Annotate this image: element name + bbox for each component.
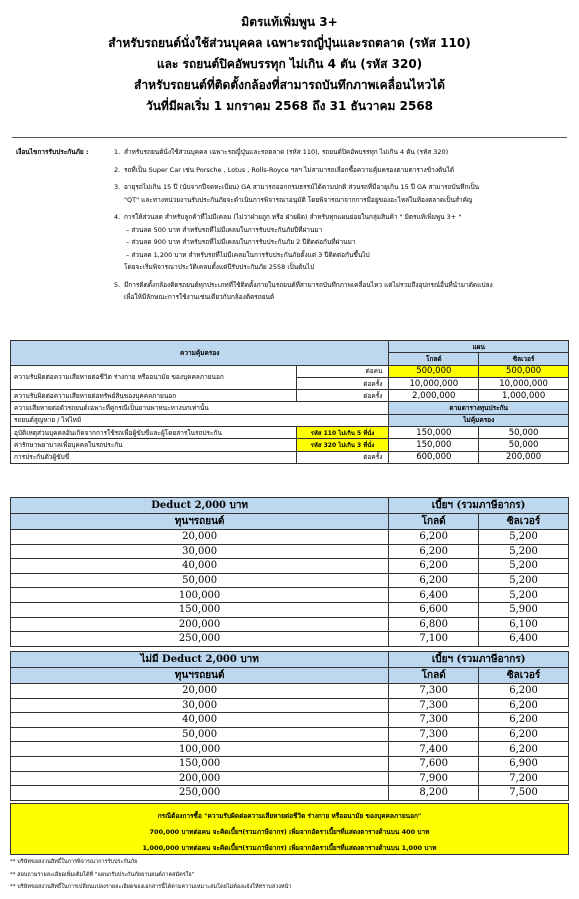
- sum-insured-cell: 200,000: [11, 771, 389, 786]
- conditions-label: เงื่อนไขการรับประกันภัย :: [16, 148, 89, 156]
- coverage-label: ความเสียหายต่อตัวรถยนต์เฉพาะที่คู่กรณีเป็นยานพาหนะทางบกเท่านั้น: [11, 402, 389, 414]
- coverage-unit: ต่อคน: [296, 365, 389, 377]
- coverage-unit: ต่อครั้ง: [296, 377, 389, 389]
- premium-row: [11, 588, 569, 603]
- coverage-silver: 1,000,000: [479, 390, 569, 402]
- gold-premium-cell: 7,900: [389, 771, 479, 786]
- footnote: ** บริษัทขอสงวนสิทธิ์ในการพิจารณาการรับประกันภัย: [10, 859, 138, 865]
- coverage-silver: 500,000: [479, 365, 569, 377]
- premium-header: เบี้ยฯ (รวมภาษีอากร): [389, 652, 569, 668]
- gold-header: โกลด์: [389, 514, 479, 530]
- silver-premium-cell: 6,200: [479, 713, 569, 728]
- premium-row: [11, 573, 569, 588]
- plan-silver-header: ซิลเวอร์: [479, 353, 569, 365]
- silver-premium-cell: 7,500: [479, 786, 569, 801]
- coverage-label: ความรับผิดต่อความเสียหายต่อชีวิต ร่างกาย หรืออนามัย ของบุคคลภายนอก: [11, 365, 297, 390]
- gold-premium-cell: 6,800: [389, 617, 479, 632]
- premium-row: [11, 632, 569, 647]
- gold-premium-cell: 6,200: [389, 544, 479, 559]
- sum-insured-cell: 20,000: [11, 530, 389, 545]
- coverage-row: [11, 402, 569, 414]
- gold-premium-cell: 6,200: [389, 559, 479, 574]
- title-line: มิตรแท้เพิ่มพูน 3+: [241, 15, 338, 29]
- sum-insured-cell: 50,000: [11, 727, 389, 742]
- title-line: และ รถยนต์ปิคอัพบรรทุก ไม่เกิน 4 ตัน (รหัส 320): [156, 57, 423, 71]
- coverage-silver: 50,000: [479, 427, 569, 439]
- conditions-section: [12, 137, 567, 304]
- coverage-gold: 2,000,000: [389, 390, 479, 402]
- premium-row: [11, 771, 569, 786]
- gold-premium-cell: 6,600: [389, 602, 479, 617]
- sum-insured-cell: 150,000: [11, 602, 389, 617]
- premium-table-title: ไม่มี Deduct 2,000 บาท: [11, 652, 389, 668]
- premium-row: [11, 698, 569, 713]
- coverage-silver: 50,000: [479, 439, 569, 451]
- premium-row: [11, 756, 569, 771]
- condition-number: 2.: [114, 165, 121, 174]
- gold-premium-cell: 8,200: [389, 786, 479, 801]
- coverage-gold: 150,000: [389, 427, 479, 439]
- condition-number: 1.: [114, 148, 121, 156]
- document-title-block: [0, 0, 579, 117]
- discount-item: – ส่วนลด 900 บาท สำหรับรถที่ไม่มีเคลมในการรับประกันภัย 2 ปีติดต่อกันที่ผ่านมา: [126, 238, 356, 246]
- coverage-gold: 500,000: [389, 365, 479, 377]
- coverage-row: [11, 414, 569, 426]
- condition-text: อายุรถไม่เกิน 15 ปี (นับจากปีจดทะเบียน) GA สามารถออกกรมธรรม์ได้ตามปกติ ส่วนรถที่มีอายุเกิน 15 ปี GA สามารถบันทึกเป็น: [124, 183, 480, 191]
- coverage-silver: 10,000,000: [479, 377, 569, 389]
- coverage-label: การประกันตัวผู้ขับขี่: [11, 451, 297, 463]
- silver-premium-cell: 6,900: [479, 756, 569, 771]
- premium-row: [11, 727, 569, 742]
- footnote: ** บริษัทขอสงวนสิทธิ์ในการเปลี่ยนแปลงรายละเอียดของเอกสารนี้ได้ตามความเหมาะสมโดยไม่ต้องแจ้งให้ทราบล่วงหน้า: [10, 884, 292, 890]
- premium-row: [11, 742, 569, 757]
- title-line: วันที่มีผลเริ่ม 1 มกราคม 2568 ถึง 31 ธันวาคม 2568: [145, 99, 434, 113]
- sum-insured-cell: 40,000: [11, 559, 389, 574]
- sum-insured-cell: 40,000: [11, 713, 389, 728]
- discount-note: โดยจะเริ่มพิจารณาประวัติเคลมตั้งแต่ปีรับประกันภัย 2558 เป็นต้นไป: [124, 263, 315, 271]
- discount-item: – ส่วนลด 500 บาท สำหรับรถที่ไม่มีเคลมในการรับประกันภัยปีที่ผ่านมา: [126, 225, 323, 234]
- note-line: กรณีต้องการซื้อ "ความรับผิดต่อความเสียหายต่อชีวิต ร่างกาย หรืออนามัย ของบุคคลภายนอก": [157, 812, 422, 820]
- condition-item: [114, 164, 567, 177]
- note-line: 700,000 บาทต่อคน จะคิดเบี้ยฯ(รวมภาษีอากร) เพิ่มจากอัตราเบี้ยฯที่แสดงตารางด้านบน 400 บาท: [149, 828, 430, 836]
- condition-text-cont: "QT" และทางหน่วยงานรับประกันภัยจะดำเนินการพิจารณาอนุมัติ โดยพิจารณาจากการมีอยู่ของอะไหล่ในท้องตลาดเป็นสำคัญ: [124, 195, 473, 204]
- silver-premium-cell: 6,200: [479, 742, 569, 757]
- silver-header: ซิลเวอร์: [479, 668, 569, 684]
- sum-insured-cell: 200,000: [11, 617, 389, 632]
- additional-coverage-note: [10, 803, 569, 855]
- premium-table-no-deduct: [10, 651, 569, 801]
- premium-header: เบี้ยฯ (รวมภาษีอากร): [389, 498, 569, 514]
- condition-number: 5.: [114, 280, 121, 289]
- gold-premium-cell: 6,200: [389, 573, 479, 588]
- sum-insured-cell: 100,000: [11, 588, 389, 603]
- premium-row: [11, 602, 569, 617]
- sum-insured-cell: 150,000: [11, 756, 389, 771]
- coverage-merged-value: ไม่คุ้มครอง: [389, 414, 569, 426]
- condition-text: การให้ส่วนลด สำหรับลูกค้าที่ไม่มีเคลม (ไม่ว่าฝ่ายถูก หรือ ฝ่ายผิด) สำหรับทุกแผนย่อยในกลุ่มสินค้า " มิตรแท้เพิ่มพูน 3+ ": [124, 213, 462, 221]
- premium-row: [11, 559, 569, 574]
- coverage-row: [11, 427, 569, 439]
- silver-premium-cell: 5,200: [479, 530, 569, 545]
- silver-premium-cell: 5,200: [479, 573, 569, 588]
- silver-premium-cell: 6,200: [479, 698, 569, 713]
- gold-premium-cell: 7,300: [389, 727, 479, 742]
- condition-item: [114, 146, 567, 159]
- premium-table-deduct: [10, 497, 569, 647]
- coverage-unit: ต่อครั้ง: [296, 451, 389, 463]
- silver-header: ซิลเวอร์: [479, 514, 569, 530]
- discount-item: – ส่วนลด 1,200 บาท สำหรับรถที่ไม่มีเคลมในการรับประกันภัยตั้งแต่ 3 ปีติดต่อกันขึ้นไป: [126, 250, 370, 259]
- coverage-row: [11, 439, 569, 451]
- premium-row: [11, 544, 569, 559]
- sum-insured-cell: 30,000: [11, 698, 389, 713]
- gold-premium-cell: 6,200: [389, 530, 479, 545]
- gold-premium-cell: 7,400: [389, 742, 479, 757]
- coverage-label: ความรับผิดต่อความเสียหายต่อทรัพย์สินของบุคคลภายนอก: [11, 390, 297, 402]
- coverage-seat-code: รหัส 110 ไม่เกิน 5 ที่นั่ง: [296, 427, 389, 439]
- condition-item: [114, 181, 567, 194]
- coverage-label: อุบัติเหตุส่วนบุคคลอันเกิดจากการใช้รถเพื่อผู้ขับขี่และผู้โดยสารในรถประกัน: [11, 427, 297, 439]
- plan-header: แผน: [389, 341, 569, 353]
- sum-insured-cell: 50,000: [11, 573, 389, 588]
- condition-item: [114, 211, 567, 224]
- premium-table-title: Deduct 2,000 บาท: [11, 498, 389, 514]
- condition-number: 3.: [114, 183, 121, 191]
- coverage-row: [11, 390, 569, 402]
- condition-item: [114, 279, 567, 292]
- gold-premium-cell: 7,300: [389, 684, 479, 699]
- coverage-merged-value: ตามตารางทุนประกัน: [389, 402, 569, 414]
- silver-premium-cell: 6,200: [479, 727, 569, 742]
- coverage-row: [11, 365, 569, 377]
- gold-premium-cell: 7,300: [389, 698, 479, 713]
- note-line: 1,000,000 บาทต่อคน จะคิดเบี้ยฯ(รวมภาษีอากร) เพิ่มจากอัตราเบี้ยฯที่แสดงตารางด้านบน 1,000 บาท: [142, 844, 437, 852]
- sum-insured-cell: 20,000: [11, 684, 389, 699]
- condition-text: รถที่เป็น Super Car เช่น Porsche , Lotus , Rolls-Royce ฯลฯ ไม่สามารถเลือกซื้อความคุ้มครองตามตารางข้างต้นได้: [124, 165, 455, 174]
- condition-text: สำหรับรถยนต์นั่งใช้ส่วนบุคคล เฉพาะรถญี่ปุ่นและรถตลาด (รหัส 110), รถยนต์ปิคอัพบรรทุก ไม่เกิน 4 ตัน (รหัส 320): [124, 148, 449, 156]
- silver-premium-cell: 6,200: [479, 684, 569, 699]
- sum-insured-header: ทุนฯรถยนต์: [11, 514, 389, 530]
- coverage-gold: 150,000: [389, 439, 479, 451]
- silver-premium-cell: 6,100: [479, 617, 569, 632]
- silver-premium-cell: 5,900: [479, 602, 569, 617]
- sum-insured-header: ทุนฯรถยนต์: [11, 668, 389, 684]
- coverage-gold: 10,000,000: [389, 377, 479, 389]
- coverage-label: ค่ารักษาพยาบาลเพื่อบุคคลในรถประกัน: [11, 439, 297, 451]
- coverage-label: รถยนต์สูญหาย / ไฟไหม้: [11, 414, 389, 426]
- condition-text: มีการติดตั้งกล้องติดรถยนต์ทุกประเภทที่ใช้ติดตั้งภายในรถยนต์ที่สามารถบันทึกภาพเคลื่อนไหว แต่ไม่รวมถึงอุปกรณ์อื่นที่นำมาดัดแปลง: [124, 280, 493, 289]
- silver-premium-cell: 6,400: [479, 632, 569, 647]
- footnote: ** สอบถามรายละเอียดเพิ่มเติมได้ที่ "แผนกรับประกันภัยยานยนต์ภาคสมัครใจ": [10, 871, 195, 878]
- condition-number: 4.: [114, 213, 121, 221]
- coverage-silver: 200,000: [479, 451, 569, 463]
- condition-text-cont: เพื่อให้มีลักษณะการใช้งานเช่นเดียวกับกล้องติดรถยนต์: [124, 293, 275, 301]
- gold-header: โกลด์: [389, 668, 479, 684]
- sum-insured-cell: 30,000: [11, 544, 389, 559]
- conditions-list: [114, 146, 567, 304]
- gold-premium-cell: 6,400: [389, 588, 479, 603]
- sum-insured-cell: 250,000: [11, 632, 389, 647]
- sum-insured-cell: 100,000: [11, 742, 389, 757]
- coverage-header: ความคุ้มครอง: [11, 341, 389, 366]
- title-line: สำหรับรถยนต์นั่งใช้ส่วนบุคคล เฉพาะรถญี่ปุ่นและรถตลาด (รหัส 110): [108, 36, 471, 50]
- title-line: สำหรับรถยนต์ที่ติดตั้งกล้องที่สามารถบันทึกภาพเคลื่อนไหวได้: [134, 78, 445, 92]
- silver-premium-cell: 5,200: [479, 588, 569, 603]
- premium-row: [11, 713, 569, 728]
- footnotes: [10, 856, 291, 894]
- silver-premium-cell: 5,200: [479, 544, 569, 559]
- silver-premium-cell: 5,200: [479, 559, 569, 574]
- coverage-unit: ต่อครั้ง: [296, 390, 389, 402]
- coverage-row: [11, 451, 569, 463]
- premium-row: [11, 530, 569, 545]
- sum-insured-cell: 250,000: [11, 786, 389, 801]
- gold-premium-cell: 7,300: [389, 713, 479, 728]
- coverage-table: [10, 340, 569, 464]
- silver-premium-cell: 7,200: [479, 771, 569, 786]
- premium-row: [11, 684, 569, 699]
- gold-premium-cell: 7,600: [389, 756, 479, 771]
- plan-gold-header: โกลด์: [389, 353, 479, 365]
- premium-row: [11, 617, 569, 632]
- premium-row: [11, 786, 569, 801]
- coverage-seat-code: รหัส 320 ไม่เกิน 3 ที่นั่ง: [296, 439, 389, 451]
- gold-premium-cell: 7,100: [389, 632, 479, 647]
- coverage-gold: 600,000: [389, 451, 479, 463]
